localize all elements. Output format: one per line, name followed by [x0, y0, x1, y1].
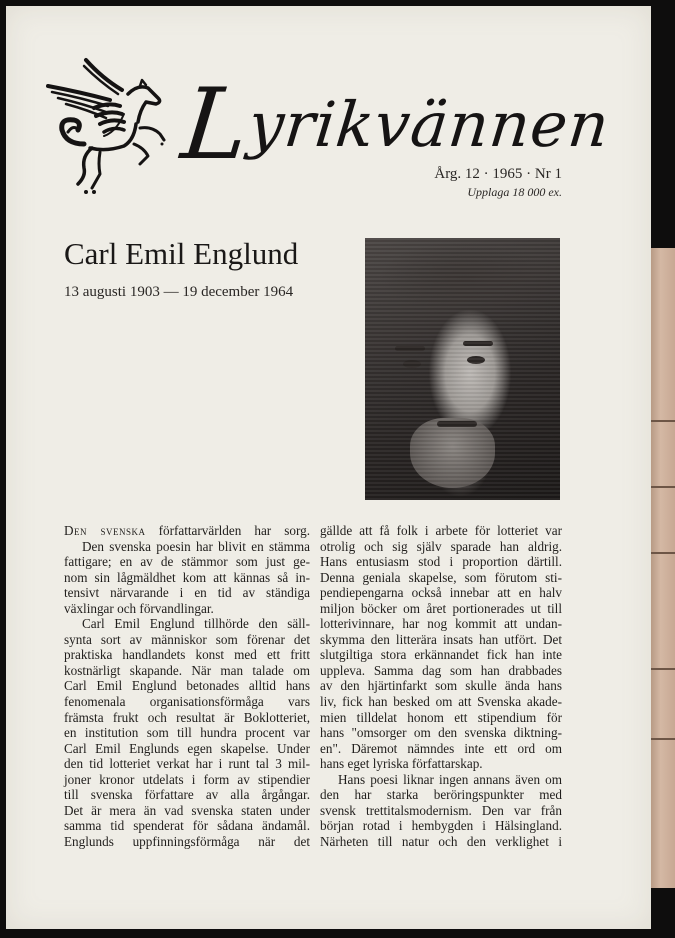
article-column-left: [64, 523, 310, 849]
strip-divider: [651, 738, 675, 740]
text-line: Carl Emil Englunds egen skapelse. Under: [64, 740, 310, 756]
text-line: skymma den litterära insats han utfört. Det: [320, 631, 562, 647]
portrait-beard: [410, 418, 495, 488]
portrait-brow-right: [463, 341, 493, 346]
text-line: lotterivinnare, har nog kommit att undan-: [320, 616, 562, 632]
text-line: den har starka beröringspunkter med: [320, 787, 562, 803]
portrait-brow-left: [395, 346, 425, 351]
text-line: praktiska handlandets konst med ett fritt: [64, 647, 310, 663]
text-line: pendiepengarna också innebar att en halv: [320, 585, 562, 601]
text-line: miljon böcker om året portionerades ut till: [320, 600, 562, 616]
text-line: Carl Emil Englund betonades alltid hans: [64, 678, 310, 694]
text-line: slutgiltiga stora erkännandet fick han inte: [320, 647, 562, 663]
text-line: liv, fick han besked om att Svenska akade-: [320, 694, 562, 710]
text-line: en". Däremot nämndes inte ett ord om: [320, 740, 562, 756]
print-run: Upplaga 18 000 ex.: [467, 185, 562, 199]
text-line: början rotad i hembygden i Hälsingland.: [320, 818, 562, 834]
text-line: fenomenala organisationsförmåga vars: [64, 694, 310, 710]
text-line: samma tid spenderat för sådana ändamål.: [64, 818, 310, 834]
magazine-title-rest: yrikvännen: [245, 88, 614, 161]
strip-divider: [651, 486, 675, 488]
portrait-eye-right: [467, 356, 485, 364]
page-edge-strips: [651, 248, 675, 888]
article-title: Carl Emil Englund: [64, 236, 299, 271]
text-line: svensk trettitalsmodernism. Den var från: [320, 802, 562, 818]
text-line: av den hjärtinfarkt som skulle ända hans: [320, 678, 562, 694]
text-line: tensivt närvarande i en tid av ständiga: [64, 585, 310, 601]
text-line: mien tilldelat honom ett stipendium för: [320, 709, 562, 725]
text-line: till svenska författare av alla årgångar.: [64, 787, 310, 803]
portrait-mouth: [437, 421, 477, 427]
issue-info: Årg. 12 · 1965 · Nr 1: [434, 166, 562, 182]
lead-smallcaps: Den svenska: [64, 523, 146, 538]
text-line: en institution som till hundra procent var: [64, 725, 310, 741]
text-line: hans eget lyriska författarskap.: [320, 756, 483, 772]
article-dates: 13 augusti 1903 — 19 december 1964: [64, 284, 294, 300]
portrait-photo: [365, 238, 560, 500]
text-line: Hans entusiasm stod i proportion därtill.: [320, 554, 562, 570]
text-line: växlingar och förvandlingar.: [64, 600, 214, 616]
text-line: uppleva. Samma dag som han drabbades: [320, 662, 562, 678]
lead-rest: författarvärlden har sorg.: [145, 523, 310, 538]
portrait-eye-left: [403, 360, 421, 368]
pegasus-icon: [44, 52, 174, 196]
text-line: Hans poesi liknar ingen annans även om: [338, 771, 562, 787]
text-line: gällde att få folk i arbete för lotteriet var: [320, 523, 562, 538]
text-line: joner kronor utdelats i form av stipendier: [64, 771, 310, 787]
article-column-right: [320, 523, 562, 849]
text-line: främsta frukt och resultat är Boklotteriet,: [64, 709, 310, 725]
text-line: Det är mera än vad svenska staten under: [64, 802, 310, 818]
text-line: Denna geniala skapelse, som förutom sti-: [320, 569, 562, 585]
magazine-title-initial: L: [176, 68, 255, 182]
text-line: otrolig och sig själv sparade han aldrig.: [320, 538, 562, 554]
text-line: synta sort av människor som förenar det: [64, 631, 310, 647]
magazine-page: [6, 6, 651, 929]
text-line: Den svenska poesin har blivit en stämma: [82, 538, 310, 554]
text-line: kostnärligt skapande. När man talade om: [64, 662, 310, 678]
text-line: [64, 523, 310, 539]
text-line: Englunds uppfinningsförmåga när det: [64, 833, 310, 849]
text-line: nom sin lågmäldhet kom att kännas så in-: [64, 569, 310, 585]
text-line: Carl Emil Englund tillhörde den säll-: [82, 616, 310, 632]
text-line: Närheten till natur och den verklighet i: [320, 833, 562, 849]
strip-divider: [651, 552, 675, 554]
text-line: hans "omsorger om den svenska diktning-: [320, 725, 562, 741]
text-line: den tid lotteriet verkat har i runt tal 3 mil-: [64, 756, 310, 772]
text-line: fattigare; en av de stämmor som just ge-: [64, 554, 310, 570]
strip-divider: [651, 668, 675, 670]
strip-divider: [651, 420, 675, 422]
